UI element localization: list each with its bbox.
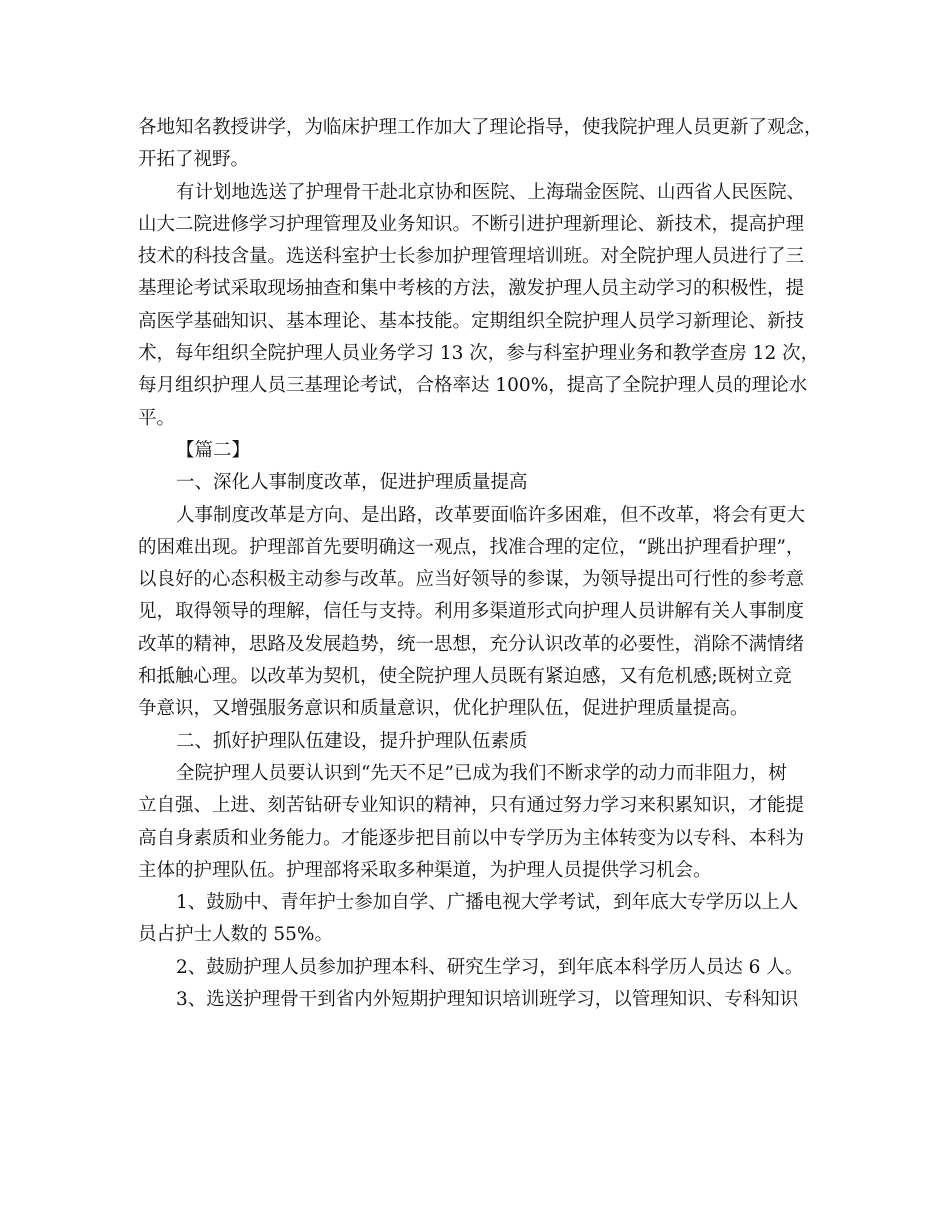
text-line: 一、深化人事制度改革，促进护理质量提高 — [176, 472, 528, 494]
text-line: 高自身素质和业务能力。才能逐步把目前以中专学历为主体转变为以专科、本科为 — [138, 827, 805, 849]
text-line: 和抵触心理。以改革为契机，使全院护理人员既有紧迫感，又有危机感;既树立竞 — [138, 666, 792, 688]
text-line: 各地知名教授讲学，为临床护理工作加大了理论指导，使我院护理人员更新了观念， — [138, 117, 823, 138]
text-line: 平。 — [138, 407, 176, 429]
text-line: 术，每年组织全院护理人员业务学习 13 次，参与科室护理业务和教学查房 12 次， — [138, 343, 820, 365]
text-line: 2、鼓励护理人员参加护理本科、研究生学习，到年底本科学历人员达 6 人。 — [176, 956, 804, 978]
document-body — [138, 112, 823, 1016]
text-line: 改革的精神，思路及发展趋势，统一思想，充分认识改革的必要性，消除不满情绪 — [138, 633, 805, 655]
text-line: 技术的科技含量。选送科室护士长参加护理管理培训班。对全院护理人员进行了三 — [138, 246, 805, 268]
text-line: 1、鼓励中、青年护士参加自学、广播电视大学考试，到年底大专学历以上人 — [176, 892, 799, 914]
text-line: 有计划地选送了护理骨干赴北京协和医院、上海瑞金医院、山西省人民医院、 — [176, 181, 806, 203]
text-line: 每月组织护理人员三基理论考试，合格率达 100%，提高了全院护理人员的理论水 — [138, 375, 808, 397]
text-line: 争意识，又增强服务意识和质量意识，优化护理队伍，促进护理质量提高。 — [138, 698, 749, 720]
text-line: 山大二院进修学习护理管理及业务知识。不断引进护理新理论、新技术，提高护理 — [138, 213, 805, 235]
text-line: 立自强、上进、刻苦钻研专业知识的精神，只有通过努力学习来积累知识，才能提 — [138, 795, 805, 817]
text-line: 主体的护理队伍。护理部将采取多种渠道，为护理人员提供学习机会。 — [138, 859, 712, 881]
text-line: 二、抓好护理队伍建设，提升护理队伍素质 — [176, 730, 528, 752]
text-line: 高医学基础知识、基本理论、基本技能。定期组织全院护理人员学习新理论、新技 — [138, 310, 805, 332]
text-line: 全院护理人员要认识到“先天不足”已成为我们不断求学的动力而非阻力，树 — [176, 762, 787, 784]
text-line: 以良好的心态积极主动参与改革。应当好领导的参谋，为领导提出可行性的参考意 — [138, 569, 805, 591]
text-line: 见，取得领导的理解，信任与支持。利用多渠道形式向护理人员讲解有关人事制度 — [138, 601, 805, 623]
text-line: 的困难出现。护理部首先要明确这一观点，找准合理的定位，“跳出护理看护理”， — [138, 536, 805, 558]
text-line: 3、选送护理骨干到省内外短期护理知识培训班学习，以管理知识、专科知识 — [176, 989, 799, 1011]
text-line: 基理论考试采取现场抽查和集中考核的方法，激发护理人员主动学习的积极性，提 — [138, 278, 805, 300]
text-line: 人事制度改革是方向、是出路，改革要面临许多困难，但不改革，将会有更大 — [176, 504, 806, 526]
text-line: 【篇二】 — [176, 439, 251, 461]
text-line: 员占护士人数的 55%。 — [138, 924, 334, 946]
text-line: 开拓了视野。 — [138, 149, 250, 171]
